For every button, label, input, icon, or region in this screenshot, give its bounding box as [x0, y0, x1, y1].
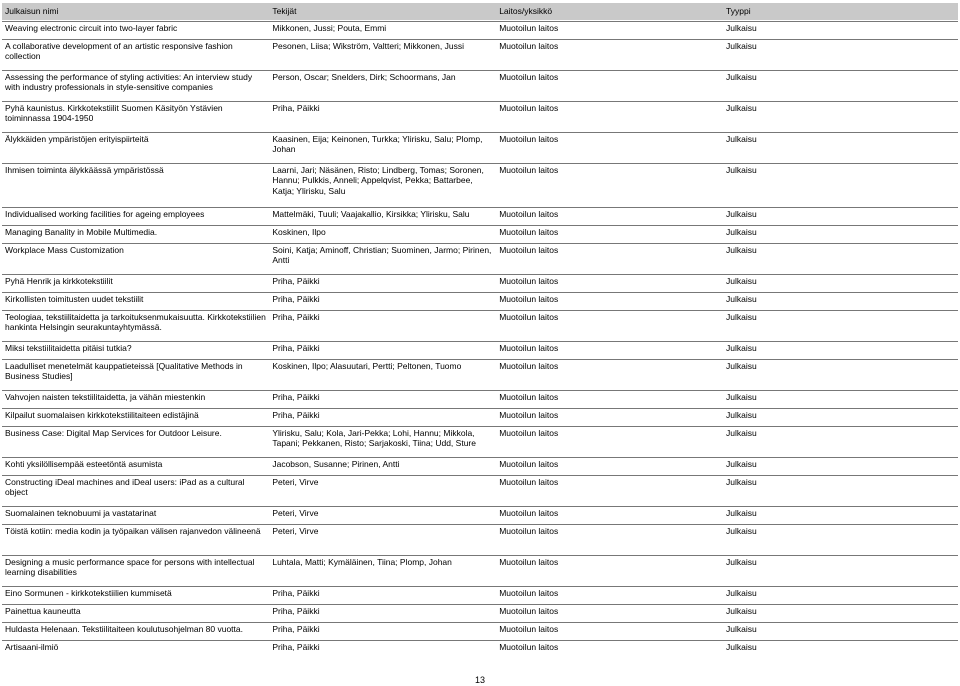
publication-unit: Muotoilun laitos	[496, 39, 723, 69]
publication-type: Julkaisu	[723, 426, 958, 456]
table-row	[2, 292, 958, 309]
publication-unit: Muotoilun laitos	[496, 341, 723, 358]
publication-title: Miksi tekstiilitaidetta pitäisi tutkia?	[2, 341, 269, 358]
table-row	[2, 101, 958, 131]
table-header-row	[2, 3, 958, 20]
publication-authors: Priha, Päikki	[269, 341, 496, 358]
table-row	[2, 555, 958, 585]
publication-title: Laadulliset menetelmät kauppatieteissä [Qualitative Methods in Business Studies]	[2, 359, 269, 389]
table-row	[2, 457, 958, 474]
publication-authors: Laarni, Jari; Näsänen, Risto; Lindberg, Tomas; Soronen, Hannu; Pulkkis, Anneli; Appelqvist, Pekka; Battarbee, Katja; Ylirisku, Salu	[269, 163, 496, 206]
table-row	[2, 622, 958, 639]
header-authors: Tekijät	[269, 3, 496, 20]
publication-authors: Mikkonen, Jussi; Pouta, Emmi	[269, 21, 496, 38]
publication-unit: Muotoilun laitos	[496, 586, 723, 603]
publication-type: Julkaisu	[723, 243, 958, 273]
publication-authors: Priha, Päikki	[269, 292, 496, 309]
publication-authors: Priha, Päikki	[269, 390, 496, 407]
table-row	[2, 310, 958, 340]
table-row	[2, 39, 958, 69]
table-row	[2, 506, 958, 523]
table-row	[2, 341, 958, 358]
publication-unit: Muotoilun laitos	[496, 70, 723, 100]
publication-authors: Priha, Päikki	[269, 640, 496, 657]
publication-type: Julkaisu	[723, 524, 958, 554]
publication-unit: Muotoilun laitos	[496, 207, 723, 224]
publication-authors: Pesonen, Liisa; Wikström, Valtteri; Mikkonen, Jussi	[269, 39, 496, 69]
publication-authors: Priha, Päikki	[269, 408, 496, 425]
publication-authors: Jacobson, Susanne; Pirinen, Antti	[269, 457, 496, 474]
publication-unit: Muotoilun laitos	[496, 132, 723, 162]
header-unit: Laitos/yksikkö	[496, 3, 723, 20]
table-row	[2, 163, 958, 206]
publication-type: Julkaisu	[723, 604, 958, 621]
table-row	[2, 640, 958, 657]
publication-title: Töistä kotiin: media kodin ja työpaikan välisen rajanvedon välineenä	[2, 524, 269, 554]
publication-type: Julkaisu	[723, 225, 958, 242]
table-row	[2, 408, 958, 425]
publication-unit: Muotoilun laitos	[496, 274, 723, 291]
publication-authors: Priha, Päikki	[269, 101, 496, 131]
publication-title: Weaving electronic circuit into two-layer fabric	[2, 21, 269, 38]
publication-title: A collaborative development of an artistic responsive fashion collection	[2, 39, 269, 69]
publication-unit: Muotoilun laitos	[496, 640, 723, 657]
table-row	[2, 243, 958, 273]
publication-authors: Mattelmäki, Tuuli; Vaajakallio, Kirsikka; Ylirisku, Salu	[269, 207, 496, 224]
publication-type: Julkaisu	[723, 457, 958, 474]
table-row	[2, 70, 958, 100]
publication-unit: Muotoilun laitos	[496, 21, 723, 38]
publication-authors: Soini, Katja; Aminoff, Christian; Suominen, Jarmo; Pirinen, Antti	[269, 243, 496, 273]
publication-type: Julkaisu	[723, 70, 958, 100]
publication-authors: Priha, Päikki	[269, 604, 496, 621]
publication-type: Julkaisu	[723, 506, 958, 523]
publication-title: Kirkollisten toimitusten uudet tekstiilit	[2, 292, 269, 309]
publication-authors: Priha, Päikki	[269, 586, 496, 603]
publication-type: Julkaisu	[723, 163, 958, 206]
publication-type: Julkaisu	[723, 408, 958, 425]
table-row	[2, 390, 958, 407]
publication-title: Painettua kauneutta	[2, 604, 269, 621]
publication-type: Julkaisu	[723, 132, 958, 162]
publication-type: Julkaisu	[723, 359, 958, 389]
publication-type: Julkaisu	[723, 586, 958, 603]
table-row	[2, 21, 958, 38]
page-number: 13	[474, 675, 485, 685]
publication-unit: Muotoilun laitos	[496, 310, 723, 340]
table-row	[2, 207, 958, 224]
publication-authors: Peteri, Virve	[269, 506, 496, 523]
publication-unit: Muotoilun laitos	[496, 292, 723, 309]
publication-type: Julkaisu	[723, 475, 958, 505]
publication-authors: Peteri, Virve	[269, 475, 496, 505]
publication-title: Älykkäiden ympäristöjen erityispiirteitä	[2, 132, 269, 162]
publication-title: Business Case: Digital Map Services for Outdoor Leisure.	[2, 426, 269, 456]
publication-unit: Muotoilun laitos	[496, 225, 723, 242]
table-row	[2, 225, 958, 242]
publication-authors: Priha, Päikki	[269, 622, 496, 639]
table-row	[2, 524, 958, 554]
header-type: Tyyppi	[723, 3, 958, 20]
publication-authors: Koskinen, Ilpo; Alasuutari, Pertti; Peltonen, Tuomo	[269, 359, 496, 389]
table-row	[2, 586, 958, 603]
header-title: Julkaisun nimi	[2, 3, 269, 20]
table-row	[2, 426, 958, 456]
publication-title: Pyhä Henrik ja kirkkotekstiilit	[2, 274, 269, 291]
publication-unit: Muotoilun laitos	[496, 457, 723, 474]
publication-unit: Muotoilun laitos	[496, 359, 723, 389]
publication-unit: Muotoilun laitos	[496, 390, 723, 407]
publication-type: Julkaisu	[723, 207, 958, 224]
publication-title: Teologiaa, tekstiilitaidetta ja tarkoituksenmukaisuutta. Kirkkotekstiilien hankinta Helsingin seurakuntayhtymässä.	[2, 310, 269, 340]
table-row	[2, 604, 958, 621]
publication-unit: Muotoilun laitos	[496, 524, 723, 554]
publication-title: Constructing iDeal machines and iDeal users: iPad as a cultural object	[2, 475, 269, 505]
publication-title: Designing a music performance space for persons with intellectual learning disabilities	[2, 555, 269, 585]
publication-type: Julkaisu	[723, 39, 958, 69]
publication-unit: Muotoilun laitos	[496, 506, 723, 523]
publication-title: Eino Sormunen - kirkkotekstiilien kummisetä	[2, 586, 269, 603]
publication-title: Artisaani-ilmiö	[2, 640, 269, 657]
publication-type: Julkaisu	[723, 622, 958, 639]
publication-type: Julkaisu	[723, 101, 958, 131]
publication-type: Julkaisu	[723, 274, 958, 291]
publication-title: Assessing the performance of styling activities: An interview study with industry professionals in style-sensitive companies	[2, 70, 269, 100]
table-row	[2, 132, 958, 162]
table-row	[2, 359, 958, 389]
table-body	[2, 21, 958, 657]
publication-unit: Muotoilun laitos	[496, 622, 723, 639]
publication-title: Ihmisen toiminta älykkäässä ympäristössä	[2, 163, 269, 206]
publication-authors: Ylirisku, Salu; Kola, Jari-Pekka; Lohi, Hannu; Mikkola, Tapani; Pekkanen, Risto; Sarjakoski, Tiina; Udd, Sture	[269, 426, 496, 456]
publication-title: Workplace Mass Customization	[2, 243, 269, 273]
publication-unit: Muotoilun laitos	[496, 475, 723, 505]
publication-type: Julkaisu	[723, 341, 958, 358]
publication-unit: Muotoilun laitos	[496, 101, 723, 131]
publication-type: Julkaisu	[723, 292, 958, 309]
publication-type: Julkaisu	[723, 310, 958, 340]
publication-type: Julkaisu	[723, 21, 958, 38]
publication-unit: Muotoilun laitos	[496, 604, 723, 621]
publication-authors: Koskinen, Ilpo	[269, 225, 496, 242]
publication-unit: Muotoilun laitos	[496, 243, 723, 273]
publication-title: Kilpailut suomalaisen kirkkotekstiilitaiteen edistäjinä	[2, 408, 269, 425]
publication-authors: Peteri, Virve	[269, 524, 496, 554]
publication-title: Individualised working facilities for ageing employees	[2, 207, 269, 224]
publication-authors: Kaasinen, Eija; Keinonen, Turkka; Ylirisku, Salu; Plomp, Johan	[269, 132, 496, 162]
publication-type: Julkaisu	[723, 555, 958, 585]
table-row	[2, 274, 958, 291]
publication-title: Managing Banality in Mobile Multimedia.	[2, 225, 269, 242]
publication-type: Julkaisu	[723, 640, 958, 657]
publication-type: Julkaisu	[723, 390, 958, 407]
publication-unit: Muotoilun laitos	[496, 408, 723, 425]
publication-title: Huldasta Helenaan. Tekstiilitaiteen koulutusohjelman 80 vuotta.	[2, 622, 269, 639]
publication-title: Vahvojen naisten tekstiilitaidetta, ja vähän miestenkin	[2, 390, 269, 407]
publications-table	[2, 2, 958, 658]
publication-authors: Person, Oscar; Snelders, Dirk; Schoormans, Jan	[269, 70, 496, 100]
publication-authors: Luhtala, Matti; Kymäläinen, Tiina; Plomp, Johan	[269, 555, 496, 585]
publication-unit: Muotoilun laitos	[496, 555, 723, 585]
publication-title: Kohti yksilöllisempää esteetöntä asumista	[2, 457, 269, 474]
publication-unit: Muotoilun laitos	[496, 163, 723, 206]
publication-authors: Priha, Päikki	[269, 310, 496, 340]
publication-title: Pyhä kaunistus. Kirkkotekstiilit Suomen Käsityön Ystävien toiminnassa 1904-1950	[2, 101, 269, 131]
publication-title: Suomalainen teknobuumi ja vastatarinat	[2, 506, 269, 523]
table-row	[2, 475, 958, 505]
publication-authors: Priha, Päikki	[269, 274, 496, 291]
publication-unit: Muotoilun laitos	[496, 426, 723, 456]
